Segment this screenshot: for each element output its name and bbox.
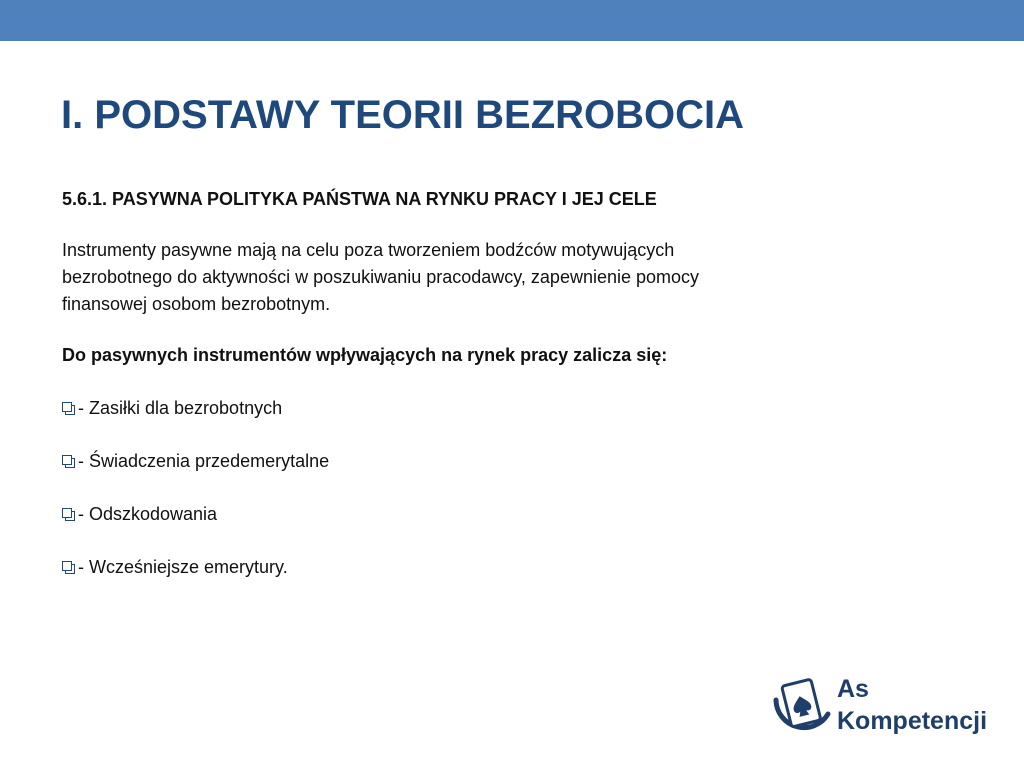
instrument-list (62, 395, 942, 580)
card-spade-icon (770, 670, 834, 745)
list-item-text: - Odszkodowania (78, 503, 218, 524)
checkbox-bullet-icon (62, 402, 75, 415)
intro-line: Instrumenty pasywne mają na celu poza tworzeniem bodźców motywujących (62, 240, 675, 260)
intro-line: finansowej osobom bezrobotnym. (62, 294, 331, 314)
checkbox-bullet-icon (62, 455, 75, 468)
logo-line-2: Kompetencji (837, 707, 988, 735)
top-accent-bar (0, 0, 1024, 41)
lead-sentence: Do pasywnych instrumentów wpływających na rynek pracy zalicza się: (62, 345, 668, 365)
list-item (62, 448, 942, 474)
checkbox-bullet-icon (62, 561, 75, 574)
list-item (62, 554, 942, 580)
list-item-text: - Wcześniejsze emerytury. (78, 556, 288, 577)
section-subheading: 5.6.1. PASYWNA POLITYKA PAŃSTWA NA RYNKU PRACY I JEJ CELE (62, 189, 657, 209)
list-item-text: - Zasiłki dla bezrobotnych (78, 397, 283, 418)
logo-wordmark (837, 674, 987, 738)
intro-paragraph (62, 237, 942, 318)
logo-line-1: As (837, 675, 869, 703)
slide-title: I. PODSTAWY TEORII BEZROBOCIA (61, 93, 745, 137)
list-item (62, 395, 942, 421)
list-item-text: - Świadczenia przedemerytalne (78, 450, 330, 471)
as-kompetencji-logo (770, 670, 1000, 745)
checkbox-bullet-icon (62, 508, 75, 521)
slide-content (62, 186, 942, 607)
list-item (62, 501, 942, 527)
intro-line: bezrobotnego do aktywności w poszukiwaniu pracodawcy, zapewnienie pomocy (62, 267, 700, 287)
